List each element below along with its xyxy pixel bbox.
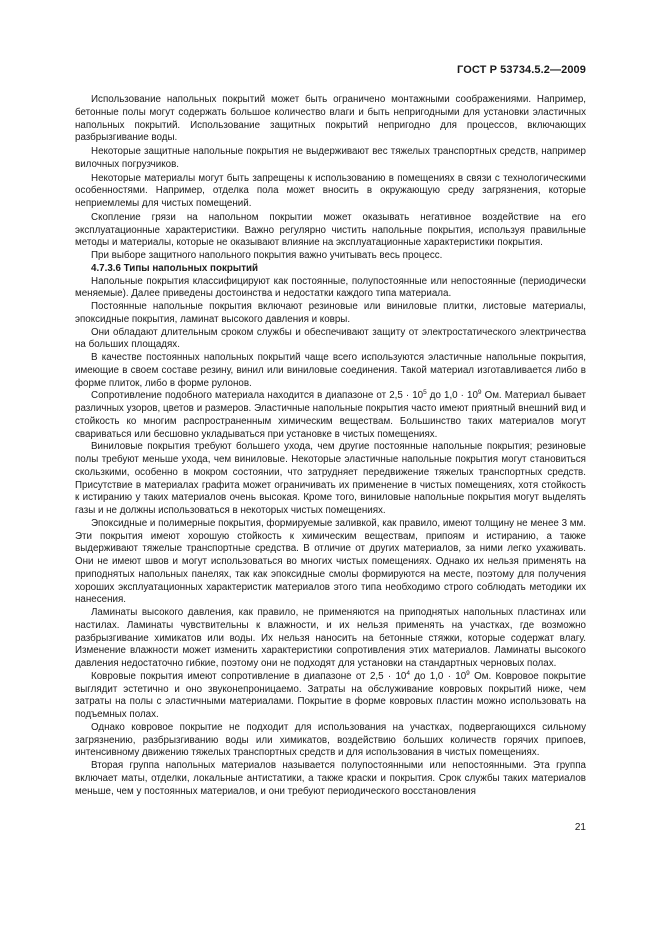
text-run: Ковровые покрытия имеют сопротивление в диапазоне от 2,5 · 10 bbox=[91, 670, 407, 682]
paragraph: Эпоксидные и полимерные покрытия, формируемые заливкой, как правило, имеют толщину не менее 3 мм. Эти покрытия имеют хорошую стойкость к химическим веществам, припоям и истиранию, а также выдерживают тяжелые транспортные средства. В отличие от других материалов, за ними легко ухаживать. Они не имеют швов и могут использоваться во многих чистых помещениях. Однако их нельзя применять на приподнятых напольных панелях, так как эпоксидные смолы формируются на месте, поэтому для получения хороших эксплуатационных характеристик материалов этого типа необходимо строго соблюдать методики их нанесения. bbox=[75, 517, 586, 606]
paragraph: Напольные покрытия классифицируют как постоянные, полупостоянные или непостоянные (периодически меняемые). Далее приведены достоинства и недостатки каждого типа материала. bbox=[75, 275, 586, 300]
document-body bbox=[75, 94, 586, 798]
paragraph: В качестве постоянных напольных покрытий чаще всего используются эластичные напольные покрытия, имеющие в своем составе резину, винил или виниловые соединения. Такой материал изготавливается либо в форме плиток, либо в форме рулонов. bbox=[75, 352, 586, 389]
exponent: 9 bbox=[477, 389, 482, 397]
paragraph: Виниловые покрытия требуют большего ухода, чем другие постоянные напольные покрытия; резиновые полы требуют меньше ухода, чем виниловые. Некоторые эластичные напольные покрытия могут становиться скользкими, особенно в мокром состоянии, что затрудняет передвижение тяжелых транспортных средств. Присутствие в материалах графита может ограничивать их применение в чистых помещениях, хотя стойкость к истиранию у таких материалов очень высокая. Кроме того, виниловые напольные покрытия могут выделять газы и не должны использоваться в некоторых чистых помещениях. bbox=[75, 441, 586, 516]
text-run: до 1,0 · 10 bbox=[426, 390, 478, 402]
document-standard-id: ГОСТ Р 53734.5.2—2009 bbox=[457, 64, 586, 76]
exponent: 9 bbox=[466, 669, 470, 677]
text-run: Сопротивление подобного материала находится в диапазоне от 2,5 · 10 bbox=[91, 390, 424, 402]
paragraph: Ламинаты высокого давления, как правило, не применяются на приподнятых напольных пластинах или настилах. Ламинаты чувствительны к влажности, и их нельзя применять на участках, где возможно разбрызгивание химикатов или воды. Их нельзя наносить на бетонные стяжки, которые содержат влагу. Изменение влажности может изменить характеристики сопротивления этих материалов. Ламинаты высокого давления недостаточно гибкие, поэтому они не подходят для установки на стандартных черновых полах. bbox=[75, 607, 586, 669]
paragraph: Постоянные напольные покрытия включают резиновые или виниловые плитки, листовые материалы, эпоксидные покрытия, ламинат высокого давления и ковры. bbox=[75, 301, 586, 325]
paragraph: Скопление грязи на напольном покрытии может оказывать негативное воздействие на его эксплуатационные характеристики. Важно регулярно чистить напольные покрытия, используя правильные методы и материалы, которые не оказывают влияние на эксплуатационные характеристики покрытия. bbox=[75, 211, 586, 249]
paragraph-carpet-resistance bbox=[75, 671, 586, 722]
section-heading: 4.7.3.6 Типы напольных покрытий bbox=[91, 262, 259, 274]
paragraph: При выборе защитного напольного покрытия важно учитывать весь процесс. bbox=[91, 250, 443, 261]
paragraph: Вторая группа напольных материалов называется полупостоянными или непостоянными. Эта группа включает маты, отделки, локальные антистатики, а также краски и покрытия. Срок службы таких материалов меньше, чем у постоянных материалов, и они требуют периодического восстановления bbox=[75, 760, 586, 797]
paragraph: Использование напольных покрытий может быть ограничено монтажными соображениями. Например, бетонные полы могут содержать большое количество влаги и быть непригодными для установки эластичных напольных покрытий. Использование защитных покрытий непригодно для процессов, включающих разбрызгивание воды. bbox=[75, 94, 586, 144]
page-number: 21 bbox=[574, 822, 586, 833]
paragraph: Некоторые защитные напольные покрытия не выдерживают вес тяжелых транспортных средств, например вилочных погрузчиков. bbox=[75, 146, 586, 170]
text-run: Ом. Материал бывает различных узоров, цветов и размеров. Эластичные напольные покрытия часто имеют приятный внешний вид и стойкость ко многим распространенным химическим веществам. Большинство таких материалов могут свариваться или бесшовно укладываться при установке в чистых помещениях. bbox=[75, 390, 586, 440]
paragraph: Некоторые материалы могут быть запрещены к использованию в помещениях в связи с технологическими особенностями. Например, отделка пола может вносить в окружающую среду загрязнения, которые неприемлемы для чистых помещений. bbox=[75, 172, 586, 209]
text-run: Ом. Ковровое покрытие выглядит эстетично и оно звуконепроницаемо. Затраты на обслуживание ковровых покрытий ниже, чем затраты на полы с эластичными материалами. Покрытие в форме ковровых пластин можно использовать на подъемных полах. bbox=[75, 670, 586, 720]
paragraph-resistance-range bbox=[75, 390, 586, 441]
paragraph: Однако ковровое покрытие не подходит для использования на участках, подвергающихся сильному загрязнению, разбрызгиванию воды или химикатов, воздействию больших количеств горячих припоев, интенсивному движению тяжелых транспортных средств и для использования в чистых помещениях. bbox=[75, 721, 586, 759]
exponent: 5 bbox=[423, 389, 427, 397]
paragraph: Они обладают длительным сроком службы и обеспечивают защиту от электростатического электричества на больших площадях. bbox=[75, 326, 586, 351]
text-run: до 1,0 · 10 bbox=[409, 670, 467, 682]
exponent: 4 bbox=[406, 669, 410, 677]
